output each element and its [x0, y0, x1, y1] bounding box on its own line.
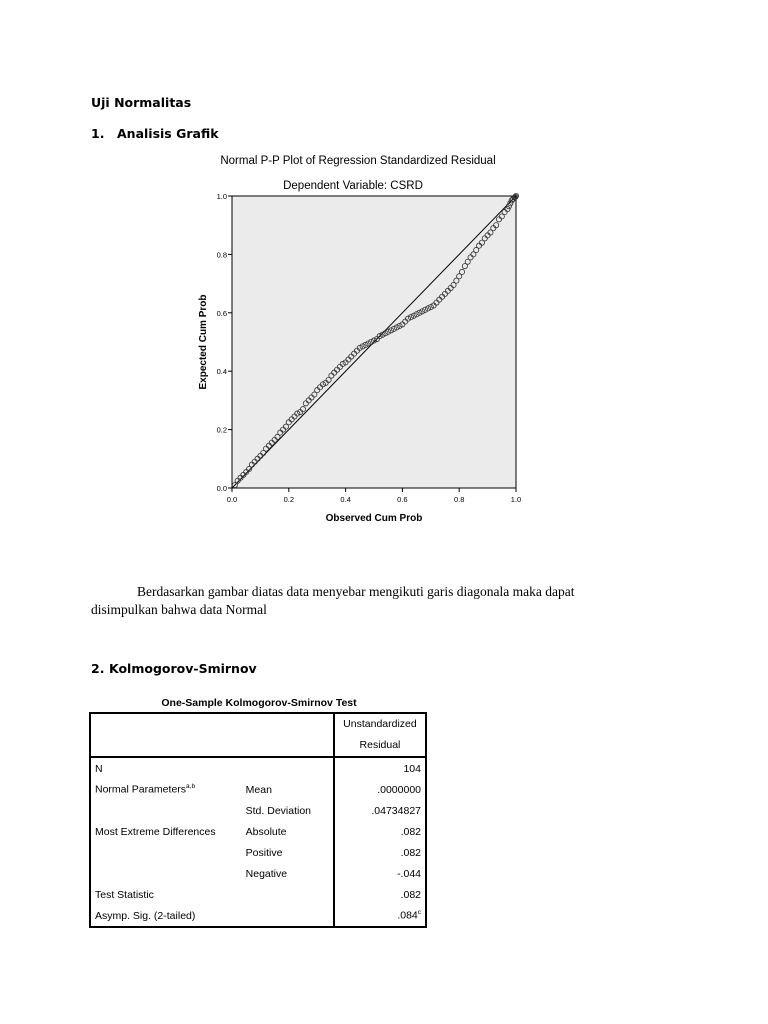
table-row	[90, 757, 426, 779]
table-row	[90, 800, 426, 821]
table-cell: Absolute	[245, 825, 287, 838]
y-tick-label: 0.0	[216, 484, 227, 493]
table-cell	[242, 757, 334, 779]
table-cell: 104	[334, 757, 426, 779]
table-cell: .082	[334, 842, 426, 863]
table-cell: .082	[334, 884, 426, 905]
table-row	[90, 779, 426, 800]
table-cell: Positive	[245, 846, 283, 859]
x-tick-label: 0.2	[283, 495, 295, 504]
ks-table-title: One-Sample Kolmogorov-Smirnov Test	[161, 697, 357, 709]
table-cell: Negative	[245, 867, 288, 880]
table-cell	[90, 713, 242, 757]
table-row	[90, 905, 426, 927]
section-title: Analisis Grafik	[117, 126, 219, 141]
x-tick-label: 1.0	[510, 495, 522, 504]
paragraph	[91, 583, 651, 619]
table-row	[90, 842, 426, 863]
section-number: 2.	[91, 661, 105, 676]
table-cell: N	[95, 762, 103, 775]
table-cell: .04734827	[334, 800, 426, 821]
x-tick-label: 0.4	[340, 495, 351, 504]
table-cell: Test Statistic	[95, 888, 154, 901]
x-tick-label: 0.6	[397, 495, 408, 504]
table-cell: -.044	[334, 863, 426, 884]
table-cell: Normal Parameters$^{a,b}$	[95, 783, 196, 796]
ks-test-table	[89, 712, 427, 928]
section-number: 1.	[91, 126, 105, 141]
table-cell: Asymp. Sig. (2-tailed)	[95, 909, 196, 922]
x-tick-label: 0.0	[226, 495, 238, 504]
y-tick-label: 0.4	[216, 367, 227, 377]
y-tick-label: 0.6	[216, 308, 227, 318]
table-row	[90, 884, 426, 905]
table-cell	[90, 842, 242, 863]
column-header: Unstandardized Residual	[334, 713, 426, 757]
table-row	[90, 863, 426, 884]
table-cell	[90, 800, 242, 821]
table-cell	[242, 713, 334, 757]
table-header-row	[90, 713, 426, 757]
y-tick-label: 1.0	[216, 192, 227, 201]
y-axis-label: Expected Cum Prob	[198, 294, 209, 390]
table-cell	[90, 863, 242, 884]
paragraph-line-2: disimpulkan bahwa data Normal	[91, 602, 267, 617]
table-cell	[242, 884, 334, 905]
y-tick-label: 0.8	[216, 250, 227, 260]
pp-plot-chart	[190, 148, 530, 533]
page-title: Uji Normalitas	[91, 95, 192, 110]
y-tick-label: 0.2	[216, 425, 227, 435]
table-cell	[242, 905, 334, 927]
table-cell: .082	[334, 821, 426, 842]
section-title: Kolmogorov-Smirnov	[109, 661, 257, 676]
x-tick-label: 0.8	[453, 495, 465, 504]
table-cell: Most Extreme Differences	[95, 825, 216, 838]
table-cell: .084$^c$	[334, 905, 426, 927]
table-cell: Std. Deviation	[245, 804, 312, 817]
chart-title: Normal P-P Plot of Regression Standardized Residual	[220, 155, 496, 167]
section-heading-2	[91, 661, 257, 676]
table-cell: Mean	[245, 783, 272, 796]
paragraph-line-1: Berdasarkan gambar diatas data menyebar mengikuti garis diagonala maka dapat	[137, 584, 575, 599]
table-cell: .0000000	[334, 779, 426, 800]
table-row	[90, 821, 426, 842]
section-heading-1	[91, 126, 219, 141]
chart-subtitle: Dependent Variable: CSRD	[283, 180, 423, 192]
x-axis-label: Observed Cum Prob	[325, 513, 423, 524]
